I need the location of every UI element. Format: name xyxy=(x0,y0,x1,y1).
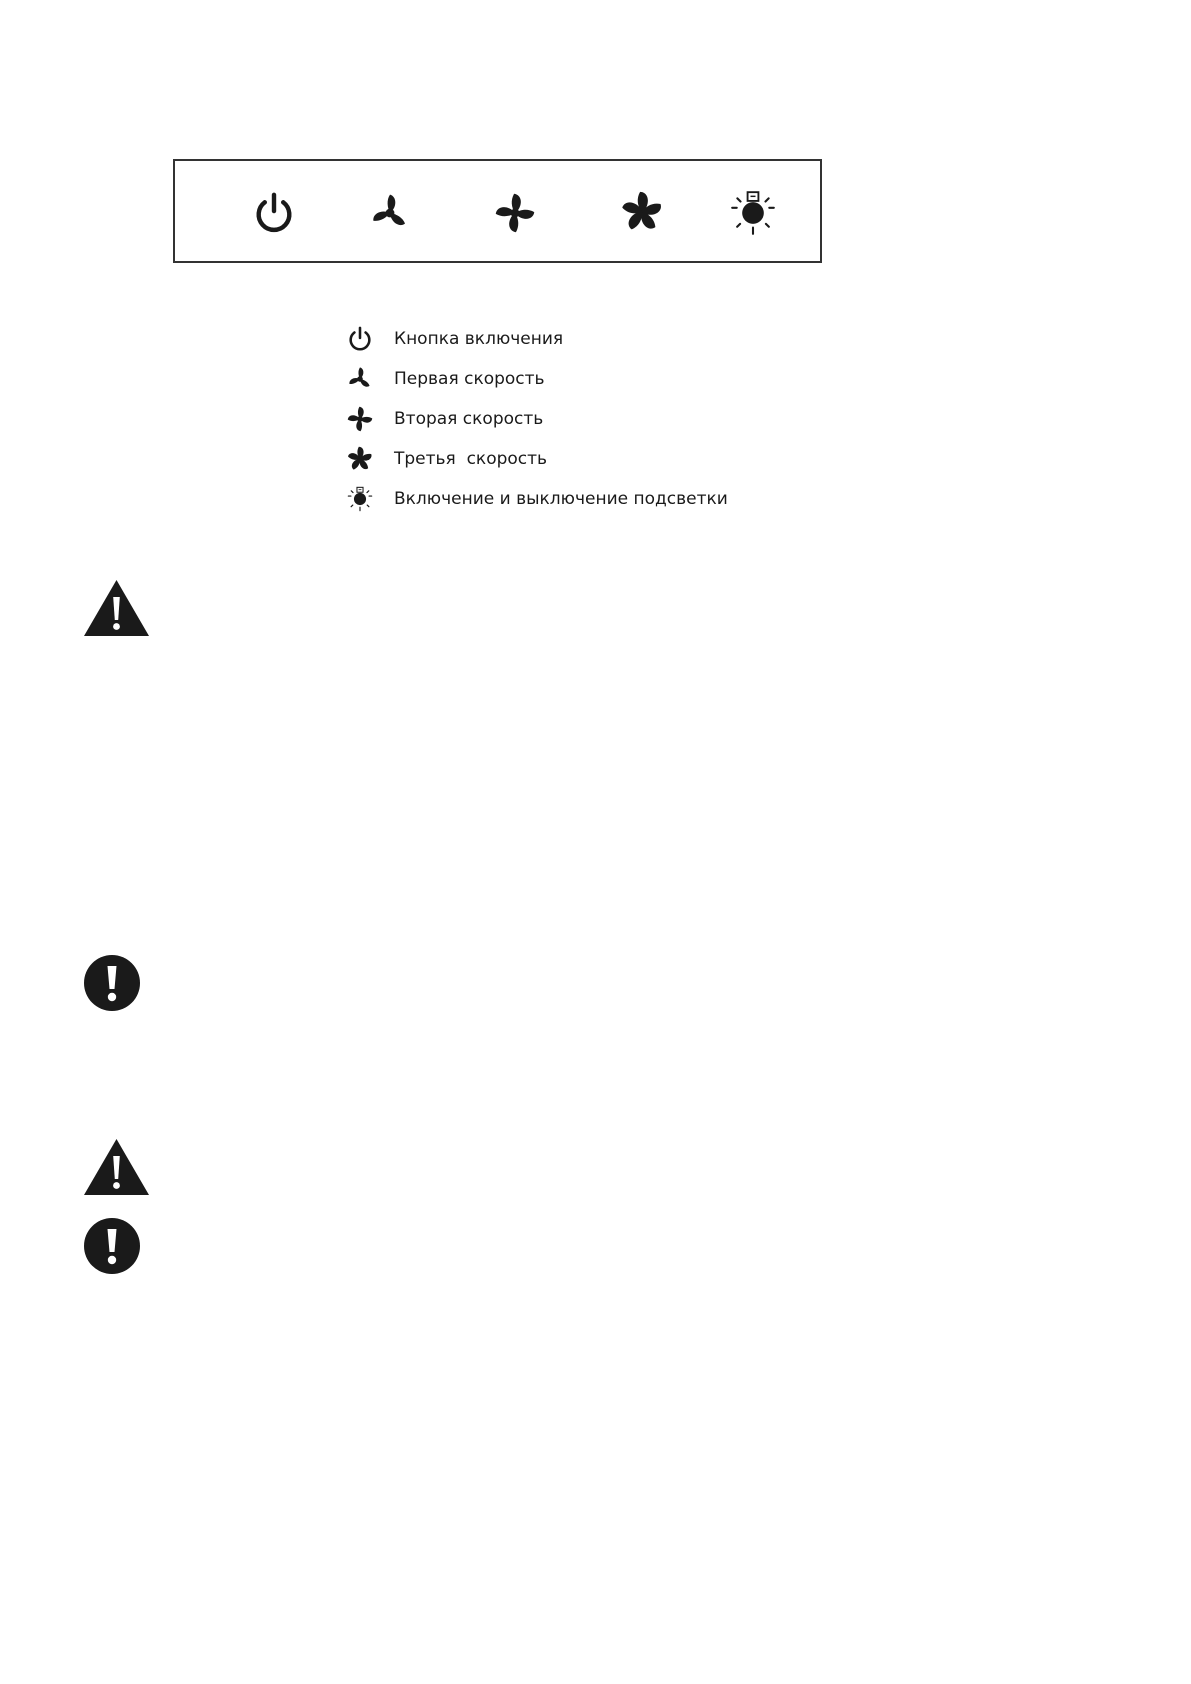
fan-speed-3-icon xyxy=(346,445,374,473)
legend-label: Третья скорость xyxy=(394,449,548,469)
control-panel xyxy=(173,159,822,263)
light-bulb-icon xyxy=(732,192,774,234)
fan-speed-2-icon xyxy=(496,194,535,233)
warning-triangle-icon xyxy=(83,579,150,637)
legend-label: Первая скорость xyxy=(394,369,545,389)
power-icon xyxy=(259,195,290,230)
fan-speed-3-icon xyxy=(622,192,663,232)
legend-label: Включение и выключение подсветки xyxy=(394,489,728,509)
legend-label: Кнопка включения xyxy=(394,329,564,349)
legend-label: Вторая скорость xyxy=(394,409,544,429)
fan-speed-2-icon xyxy=(346,405,374,433)
legend-item-speed-1 xyxy=(346,360,846,400)
legend-item-power xyxy=(346,320,846,360)
legend-item-light xyxy=(346,480,846,520)
attention-circle-icon xyxy=(84,1218,140,1274)
fan-speed-1-button[interactable] xyxy=(368,191,412,235)
legend xyxy=(346,320,846,520)
light-button[interactable] xyxy=(728,188,778,238)
fan-speed-3-button[interactable] xyxy=(619,189,665,235)
light-bulb-icon xyxy=(346,485,374,513)
warning-triangle-icon xyxy=(83,1138,150,1196)
power-icon xyxy=(346,325,374,353)
legend-item-speed-2 xyxy=(346,400,846,440)
attention-circle-icon xyxy=(84,955,140,1011)
fan-speed-2-button[interactable] xyxy=(493,191,537,235)
fan-speed-1-icon xyxy=(346,365,374,393)
fan-speed-1-icon xyxy=(371,195,406,228)
legend-item-speed-3 xyxy=(346,440,846,480)
power-button[interactable] xyxy=(251,189,297,237)
